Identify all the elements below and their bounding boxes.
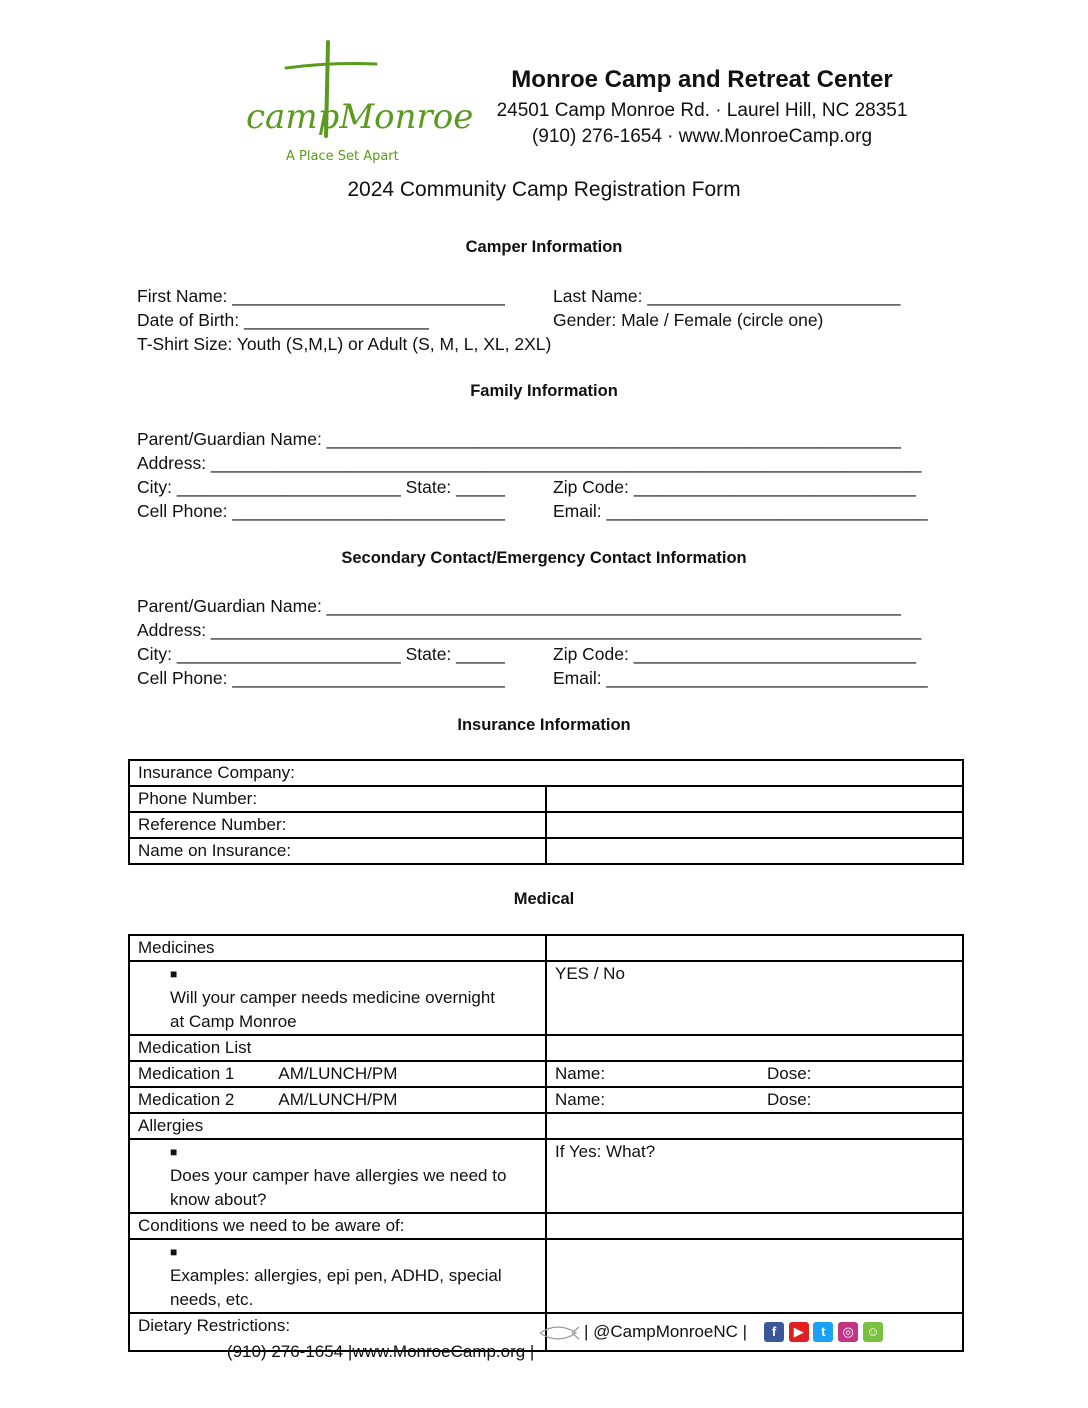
overnight-answer[interactable]: YES / No	[546, 961, 963, 1035]
medication-1-label	[129, 1061, 546, 1087]
insurance-table	[128, 759, 964, 865]
insurance-name-label: Name on Insurance:	[129, 838, 546, 864]
table-row	[129, 812, 963, 838]
medication-2-name-label: Name:	[555, 1090, 606, 1109]
table-row	[129, 760, 963, 786]
conditions-examples-text: Examples: allergies, epi pen, ADHD, special needs, etc.	[170, 1266, 502, 1309]
medication-2-label	[129, 1087, 546, 1113]
conditions-input[interactable]	[546, 1213, 963, 1239]
secondary-zip-field[interactable]: Zip Code: _____________________________	[553, 644, 916, 664]
city-state-field[interactable]: City: _______________________ State: _____	[137, 477, 505, 497]
email-field[interactable]: Email: _________________________________	[553, 501, 928, 521]
table-row	[129, 786, 963, 812]
insurance-phone-input[interactable]	[546, 786, 963, 812]
twitter-icon[interactable]: t	[813, 1322, 833, 1342]
allergies-answer[interactable]: If Yes: What?	[546, 1139, 963, 1213]
social-icons	[764, 1321, 883, 1342]
org-address: 24501 Camp Monroe Rd. · Laurel Hill, NC 28351	[496, 100, 908, 121]
table-row	[129, 1113, 963, 1139]
bullet-icon: ■	[170, 967, 178, 981]
table-row	[129, 1087, 963, 1113]
conditions-examples-input[interactable]	[546, 1239, 963, 1313]
medication-1-times[interactable]: AM/LUNCH/PM	[278, 1064, 398, 1083]
overnight-question-text: Will your camper needs medicine overnight at Camp Monroe	[170, 988, 496, 1031]
last-name-field[interactable]: Last Name: __________________________	[553, 286, 901, 306]
chat-icon[interactable]: ☺	[863, 1322, 883, 1342]
address-field[interactable]: Address: _________________________________________________________________________	[137, 453, 922, 473]
medical-table	[128, 934, 964, 1352]
secondary-email-field[interactable]: Email: _________________________________	[553, 668, 928, 688]
org-contact: (910) 276-1654 · www.MonroeCamp.org	[531, 126, 873, 147]
fish-icon	[538, 1323, 580, 1343]
medication-2-details[interactable]	[546, 1087, 963, 1113]
secondary-heading: Secondary Contact/Emergency Contact Information	[341, 549, 747, 567]
allergies-question	[129, 1139, 546, 1213]
table-row	[129, 961, 963, 1035]
insurance-company-cell[interactable]: Insurance Company:	[129, 760, 963, 786]
footer-handle[interactable]: | @CampMonroeNC |	[584, 1322, 748, 1341]
secondary-guardian-name-field[interactable]: Parent/Guardian Name: ___________________________________________________________	[137, 596, 901, 616]
allergies-input[interactable]	[546, 1113, 963, 1139]
medication-list-input[interactable]	[546, 1035, 963, 1061]
medication-1-details[interactable]	[546, 1061, 963, 1087]
org-name: Monroe Camp and Retreat Center	[511, 66, 893, 93]
table-row	[129, 1139, 963, 1213]
medical-heading: Medical	[513, 890, 575, 908]
logo-text: campMonroe	[246, 97, 474, 137]
medication-2-dose-label: Dose:	[767, 1090, 812, 1109]
dietary-label: Dietary Restrictions:	[129, 1313, 546, 1351]
conditions-examples	[129, 1239, 546, 1313]
camp-monroe-logo	[240, 40, 474, 170]
secondary-address-field[interactable]: Address: _________________________________________________________________________	[137, 620, 922, 640]
facebook-icon[interactable]: f	[764, 1322, 784, 1342]
form-title: 2024 Community Camp Registration Form	[347, 178, 741, 201]
insurance-phone-label: Phone Number:	[129, 786, 546, 812]
table-row	[129, 838, 963, 864]
family-heading: Family Information	[470, 382, 618, 400]
zip-field[interactable]: Zip Code: _____________________________	[553, 477, 916, 497]
bullet-icon: ■	[170, 1245, 178, 1259]
conditions-label: Conditions we need to be aware of:	[129, 1213, 546, 1239]
footer-web-link[interactable]: www.MonroeCamp.org |	[352, 1342, 535, 1361]
insurance-name-input[interactable]	[546, 838, 963, 864]
secondary-city-state-field[interactable]: City: _______________________ State: _____	[137, 644, 505, 664]
logo-cross-icon	[240, 40, 474, 170]
logo-tagline: A Place Set Apart	[286, 149, 399, 164]
table-row	[129, 1239, 963, 1313]
medicines-label: Medicines	[129, 935, 546, 961]
table-row	[129, 1035, 963, 1061]
footer-phone: (910) 276-1654 |	[226, 1342, 353, 1361]
camper-heading: Camper Information	[465, 238, 623, 256]
medication-2-times[interactable]: AM/LUNCH/PM	[278, 1090, 398, 1109]
cell-phone-field[interactable]: Cell Phone: ____________________________	[137, 501, 505, 521]
table-row	[129, 935, 963, 961]
instagram-icon[interactable]: ◎	[838, 1322, 858, 1342]
table-row	[129, 1213, 963, 1239]
allergies-question-text: Does your camper have allergies we need to know about?	[170, 1166, 507, 1209]
medication-2-text: Medication 2	[138, 1090, 235, 1109]
insurance-reference-label: Reference Number:	[129, 812, 546, 838]
table-row	[129, 1061, 963, 1087]
tshirt-field[interactable]: T-Shirt Size: Youth (S,M,L) or Adult (S, M, L, XL, 2XL)	[137, 334, 552, 354]
youtube-icon[interactable]: ▶	[789, 1322, 809, 1342]
bullet-icon: ■	[170, 1145, 178, 1159]
dob-field[interactable]: Date of Birth: ___________________	[137, 310, 429, 330]
medicines-input[interactable]	[546, 935, 963, 961]
medication-list-label: Medication List	[129, 1035, 546, 1061]
medication-1-name-label: Name:	[555, 1064, 606, 1083]
medication-1-dose-label: Dose:	[767, 1064, 812, 1083]
insurance-reference-input[interactable]	[546, 812, 963, 838]
guardian-name-field[interactable]: Parent/Guardian Name: ___________________________________________________________	[137, 429, 901, 449]
overnight-question	[129, 961, 546, 1035]
footer	[0, 1320, 1088, 1361]
medication-1-text: Medication 1	[138, 1064, 235, 1083]
insurance-heading: Insurance Information	[457, 716, 631, 734]
allergies-label: Allergies	[129, 1113, 546, 1139]
first-name-field[interactable]: First Name: ____________________________	[137, 286, 505, 306]
gender-field[interactable]: Gender: Male / Female (circle one)	[553, 310, 824, 330]
secondary-cell-phone-field[interactable]: Cell Phone: ____________________________	[137, 668, 505, 688]
